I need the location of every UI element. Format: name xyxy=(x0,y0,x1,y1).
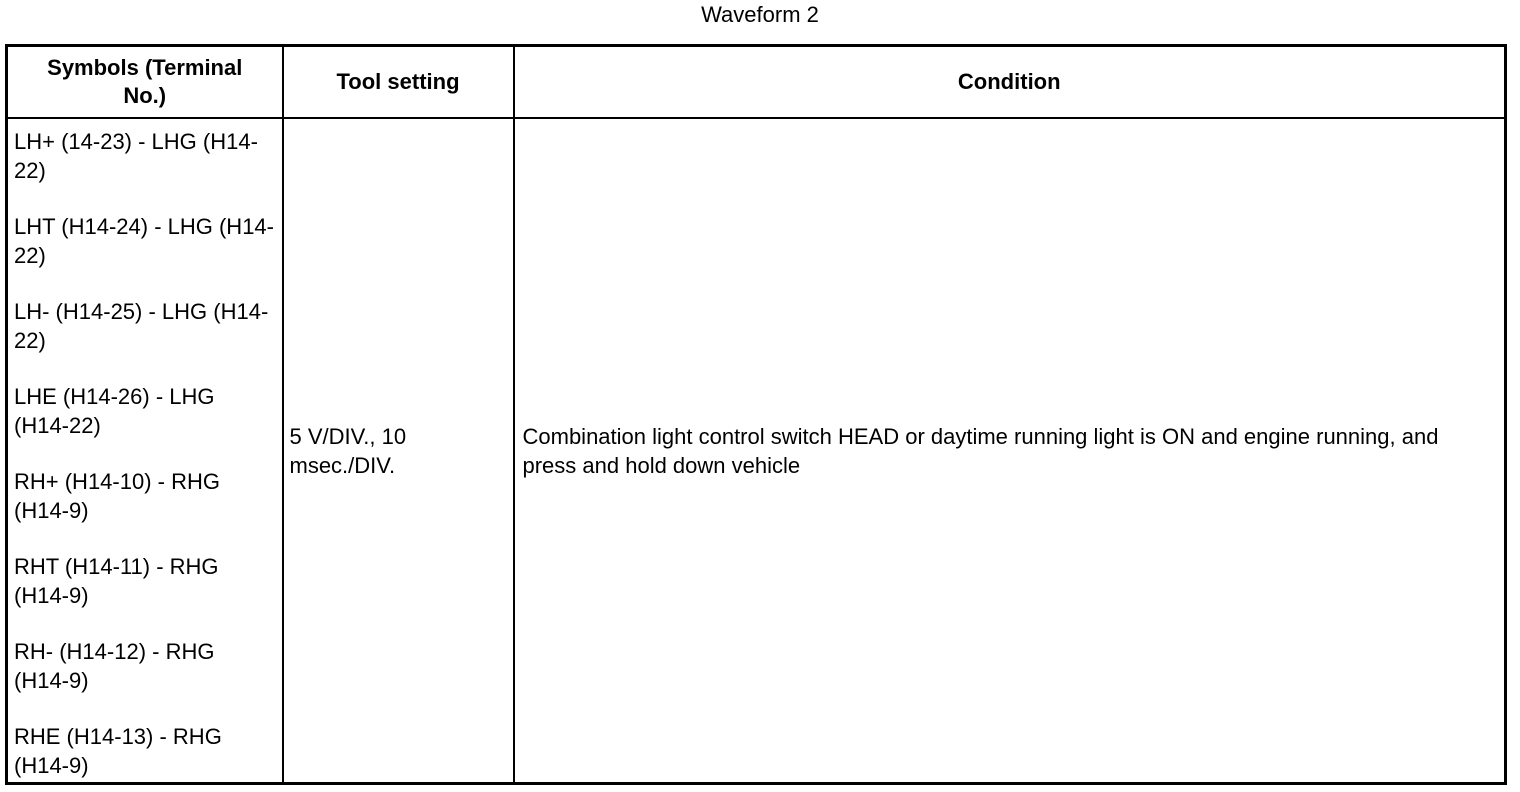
symbol-rh-plus: RH+ (H14-10) - RHG (H14-9) xyxy=(14,469,220,523)
tool-setting-cell: 5 V/DIV., 10 msec./DIV. xyxy=(283,118,514,784)
symbols-cell xyxy=(7,118,283,784)
symbol-rht: RHT (H14-11) - RHG (H14-9) xyxy=(14,554,219,608)
header-condition: Condition xyxy=(514,46,1506,119)
waveform-table xyxy=(5,44,1507,785)
header-symbols: Symbols (Terminal No.) xyxy=(7,46,283,119)
header-row xyxy=(7,46,1506,119)
table-row xyxy=(7,118,1506,784)
symbol-lhe: LHE (H14-26) - LHG (H14-22) xyxy=(14,384,215,438)
symbol-rh-minus: RH- (H14-12) - RHG (H14-9) xyxy=(14,639,215,693)
header-tool-setting: Tool setting xyxy=(283,46,514,119)
symbol-lh-minus: LH- (H14-25) - LHG (H14-22) xyxy=(14,299,269,353)
symbol-lh-plus: LH+ (14-23) - LHG (H14-22) xyxy=(14,129,258,183)
symbol-lht: LHT (H14-24) - LHG (H14-22) xyxy=(14,214,274,268)
symbol-rhe: RHE (H14-13) - RHG (H14-9) xyxy=(14,724,222,778)
document-title: Waveform 2 xyxy=(701,2,819,27)
condition-cell: Combination light control switch HEAD or daytime running light is ON and engine running, and press and hold down vehicle xyxy=(514,118,1506,784)
